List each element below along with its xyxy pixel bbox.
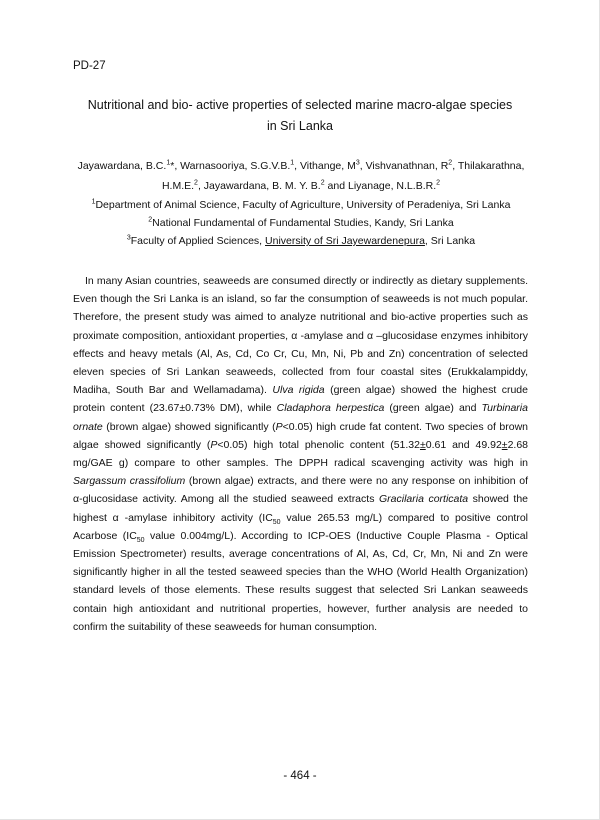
author-name: and Liyanage, N.L.B.R.	[324, 180, 437, 192]
author-name: , Vishvanathnan, R	[359, 160, 449, 172]
affiliation-mark: 1	[91, 198, 96, 206]
author-list	[66, 156, 536, 196]
p-value-symbol: P	[210, 438, 218, 451]
author-line-1	[66, 156, 536, 176]
author-name: , Jayawardana, B. M. Y. B.	[197, 180, 321, 192]
author-name: , Warnasooriya, S.G.V.B.	[174, 160, 291, 172]
author-affil-mark: 2	[436, 179, 441, 187]
abstract-text: In many Asian countries, seaweeds are consumed directly or indirectly as dietary supplements. Even though the Sri Lanka is an island, so far the consumption of seaweeds is not much popular. Therefore, the present study was aimed to analyze nutritional and bio-active properties such as proximate composition, antioxidant properties, α -amylase and α –glucosidase enzymes inhibitory effects and heavy metals (Al, As, Cd, Co Cr, Cu, Mn, Ni, Pb and Zn) concentration of selected eleven species of Sri Lankan seaweeds, collected from four coastal sites (Erukkalampiddy, Madiha, South Bar and Wellamadama).	[73, 275, 528, 397]
abstract-text: 2.68 mg/GAE g) compare to other samples. The DPPH radical scavenging activity was high in	[73, 438, 528, 470]
abstract-text: 0.61 and 49.92	[425, 438, 502, 451]
author-line-2	[66, 176, 536, 196]
title-line-1: Nutritional and bio- active properties of selected marine macro-algae species	[87, 98, 513, 112]
species-name: Turbinaria ornate	[73, 402, 528, 433]
abstract-text: (green algae) showed the highest crude protein content (23.67±0.73% DM), while	[73, 384, 528, 415]
author-affil-mark: 3	[355, 159, 360, 167]
plus-minus-symbol: ±	[419, 438, 426, 451]
species-name: Sargassum crassifolium	[73, 475, 186, 488]
abstract-code: PD-27	[73, 60, 106, 72]
author-affil-mark: 1	[166, 159, 171, 167]
author-name: H.M.E.	[161, 180, 195, 192]
affiliation-text: National Fundamental of Fundamental Studies, Kandy, Sri Lanka	[152, 217, 454, 229]
affiliation-item	[66, 232, 536, 250]
abstract-text: <0.05) high crude fat content. Two species of brown algae showed significantly (	[73, 420, 528, 451]
affiliation-item	[66, 196, 536, 214]
author-affil-mark: 2	[194, 179, 198, 187]
affiliation-list	[66, 196, 536, 250]
ic50-subscript: 50	[136, 536, 145, 544]
species-name: Cladaphora herpestica	[276, 402, 385, 415]
abstract-body	[73, 272, 528, 636]
abstract-text: (green algae) and	[384, 402, 482, 415]
page-number: - 464 -	[283, 770, 317, 782]
author-name: , Vithange, M	[294, 160, 356, 172]
author-affil-mark: 2	[320, 179, 325, 187]
author-affil-mark: 1	[290, 159, 295, 167]
species-name: Ulva rigida	[272, 384, 325, 397]
author-name: , Thilakarathna,	[452, 160, 525, 172]
abstract-text: <0.05) high total phenolic content (51.32	[217, 438, 420, 451]
author-name: Jayawardana, B.C.	[77, 160, 167, 172]
paper-title	[60, 95, 540, 137]
author-affil-mark: 2	[448, 159, 453, 167]
title-line-2: in Sri Lanka	[266, 119, 333, 133]
affiliation-mark: 3	[126, 234, 131, 242]
abstract-text: value 0.004mg/L). According to ICP-OES (Inductive Couple Plasma - Optical Emission Spectrometer) results, average concentrations of Al, As, Cd, Cr, Mn, Ni and Zn were significantly higher in all the tested seaweed species than the WHO (World Health Organization) standard levels of those elements. These results suggest that selected Sri Lankan seaweeds contain high antioxidant and nutritional properties, however, further analysis are needed to confirm the suitability of these seaweeds for human consumption.	[73, 529, 528, 633]
p-value-symbol: P	[275, 420, 283, 433]
affiliation-item	[66, 214, 536, 232]
abstract-text: (brown algae) showed significantly (	[102, 420, 276, 433]
species-name: Gracilaria corticata	[378, 493, 469, 506]
abstract-text: value 265.53 mg/L) compared to positive control Acarbose (IC	[73, 511, 529, 542]
plus-minus-symbol: ±	[501, 438, 508, 451]
affiliation-text: Faculty of Applied Sciences,	[130, 235, 266, 247]
affiliation-text: , Sri Lanka	[424, 235, 476, 247]
abstract-text: showed the highest α -amylase inhibitory activity (IC	[73, 493, 529, 524]
university-link[interactable]: University of Sri Jayewardenepura	[265, 235, 425, 247]
abstract-text: (brown algae) extracts, and there were no any response on inhibition of α-glucosidase activity. Among all the studied seaweed extracts	[73, 475, 528, 506]
ic50-subscript: 50	[272, 518, 281, 526]
affiliation-text: Department of Animal Science, Faculty of Agriculture, University of Peradeniya, Sri Lanka	[95, 199, 511, 211]
affiliation-mark: 2	[148, 216, 153, 224]
corresponding-author-mark: *	[170, 160, 175, 172]
